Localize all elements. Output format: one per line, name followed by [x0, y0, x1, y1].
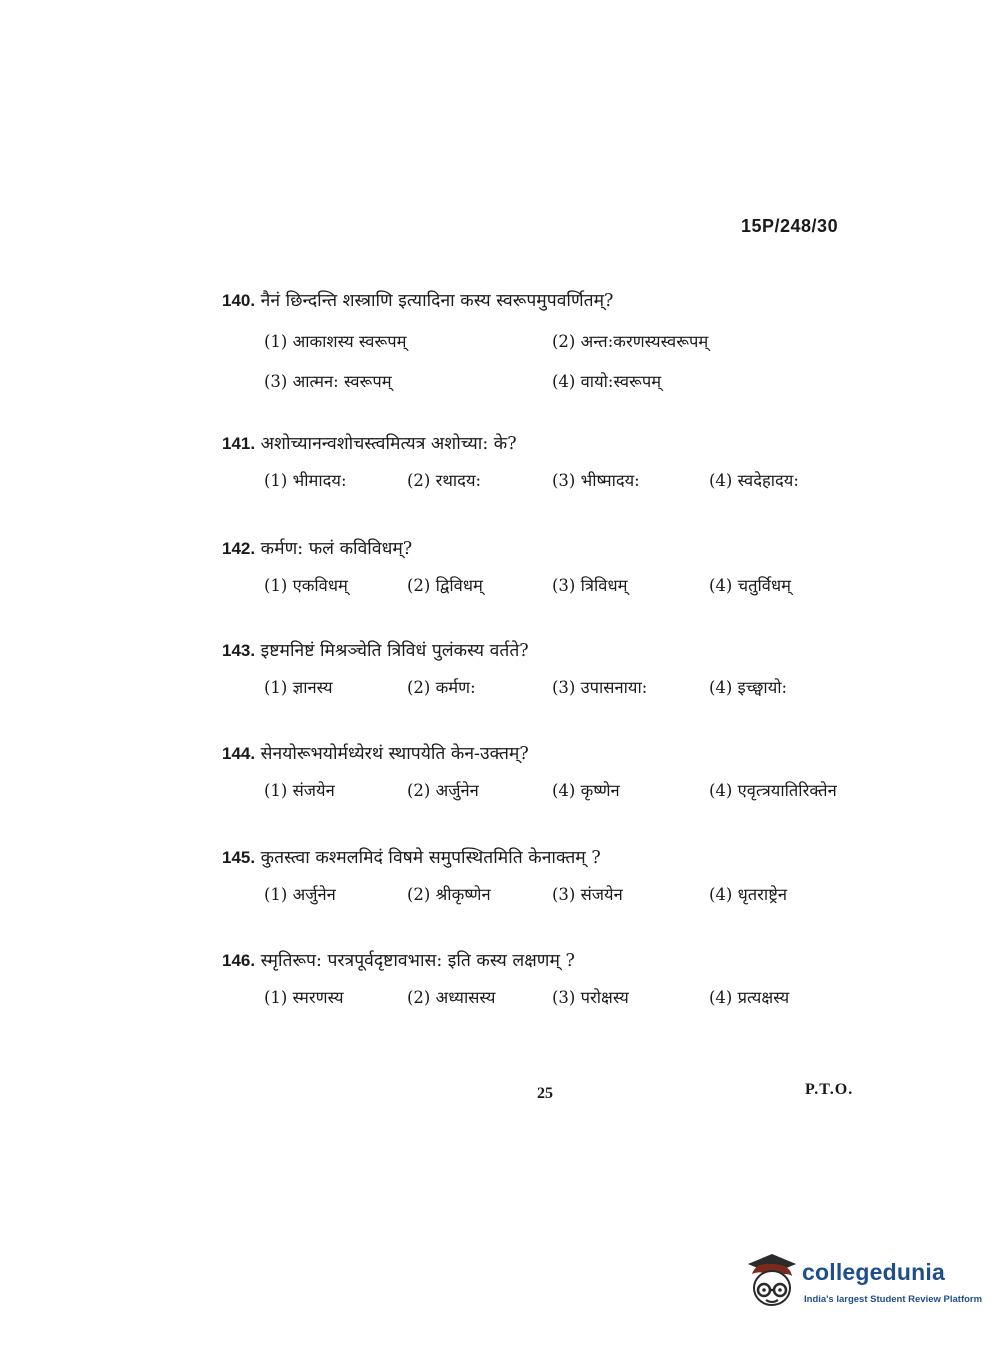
mascot-icon [742, 1250, 802, 1316]
option-1: (1) भीमादय: [264, 471, 347, 490]
collegedunia-watermark [742, 1250, 983, 1320]
option-1: (1) अर्जुनेन [264, 885, 336, 904]
paper-code: 15P/248/30 [741, 216, 839, 236]
options [222, 322, 882, 398]
pto-label: P.T.O. [805, 1081, 854, 1098]
question-stem [222, 843, 882, 873]
option-2: (2) कर्मण: [407, 678, 476, 697]
question-number: 142. [222, 539, 256, 558]
question-text: नैनं छिन्दन्ति शस्त्राणि इत्यादिना कस्य स्वरूपमुपवर्णितम्? [260, 291, 614, 311]
options [222, 570, 882, 602]
question-146 [222, 946, 882, 1014]
question-stem [222, 286, 882, 316]
option-3: (4) कृष्णेन [552, 781, 620, 800]
option-4: (4) एवृत्त्रयातिरिक्तेन [709, 781, 837, 800]
option-1: (1) आकाशस्य स्वरूपम् [264, 332, 407, 351]
option-4: (4) स्वदेहादय: [709, 471, 799, 490]
question-142 [222, 534, 882, 602]
question-text: सेनयोरूभयोर्मध्येरथं स्थापयेति केन-उक्तम्? [260, 744, 529, 764]
option-2: (2) अध्यासस्य [407, 988, 496, 1007]
option-4: (4) धृतराष्ट्रेन [709, 885, 787, 904]
question-140 [222, 286, 882, 398]
question-text: अशोच्यानन्वशोचस्त्वमित्यत्र अशोच्या: के? [260, 434, 517, 454]
option-1: (1) संजयेन [264, 781, 335, 800]
options [222, 775, 882, 807]
question-text: इष्टमनिष्टं मिश्रञ्चेति त्रिविधं पुलंकस्य वर्तते? [260, 641, 529, 661]
option-3: (3) संजयेन [552, 885, 623, 904]
question-number: 141. [222, 434, 256, 453]
question-number: 140. [222, 291, 256, 310]
option-3: (3) उपासनाया: [552, 678, 648, 697]
question-text: कुतस्त्वा कश्मलमिदं विषमे समुपस्थितमिति केनाक्तम् ? [260, 848, 601, 868]
option-3: (3) त्रिविधम् [552, 576, 628, 595]
question-stem [222, 739, 882, 769]
option-3: (3) भीष्मादय: [552, 471, 640, 490]
option-4: (4) चतुर्विधम् [709, 576, 791, 595]
question-text: स्मृतिरूप: परत्रपूर्वदृष्टावभास: इति कस्य लक्षणम् ? [260, 951, 575, 971]
question-141 [222, 429, 882, 497]
question-number: 145. [222, 848, 256, 867]
question-stem [222, 534, 882, 564]
option-1: (1) स्मरणस्य [264, 988, 344, 1007]
option-3: (3) आत्मन: स्वरूपम् [264, 372, 392, 391]
question-number: 143. [222, 641, 256, 660]
page-number: 25 [537, 1085, 553, 1102]
question-145 [222, 843, 882, 911]
question-stem [222, 946, 882, 976]
option-2: (2) रथादय: [407, 471, 482, 490]
option-4: (4) वायो:स्वरूपम् [552, 372, 662, 391]
option-1: (1) ज्ञानस्य [264, 678, 333, 697]
question-stem [222, 636, 882, 666]
option-3: (3) परोक्षस्य [552, 988, 629, 1007]
question-143 [222, 636, 882, 704]
brand-tagline: India's largest Student Review Platform [804, 1294, 983, 1305]
option-4: (4) प्रत्यक्षस्य [709, 988, 790, 1007]
option-1: (1) एकविधम् [264, 576, 348, 595]
option-2: (2) द्विविधम् [407, 576, 483, 595]
option-4: (4) इच्छ्वायो: [709, 678, 788, 697]
question-144 [222, 739, 882, 807]
options [222, 672, 882, 704]
question-stem [222, 429, 882, 459]
options [222, 465, 882, 497]
option-2: (2) अर्जुनेन [407, 781, 479, 800]
brand-name: collegedunia [802, 1259, 945, 1285]
options [222, 982, 882, 1014]
question-text: कर्मण: फलं कविविधम्? [260, 539, 413, 559]
question-number: 146. [222, 951, 256, 970]
options [222, 879, 882, 911]
option-2: (2) अन्त:करणस्यस्वरूपम् [552, 332, 709, 351]
option-2: (2) श्रीकृष्णेन [407, 885, 491, 904]
question-number: 144. [222, 744, 256, 763]
